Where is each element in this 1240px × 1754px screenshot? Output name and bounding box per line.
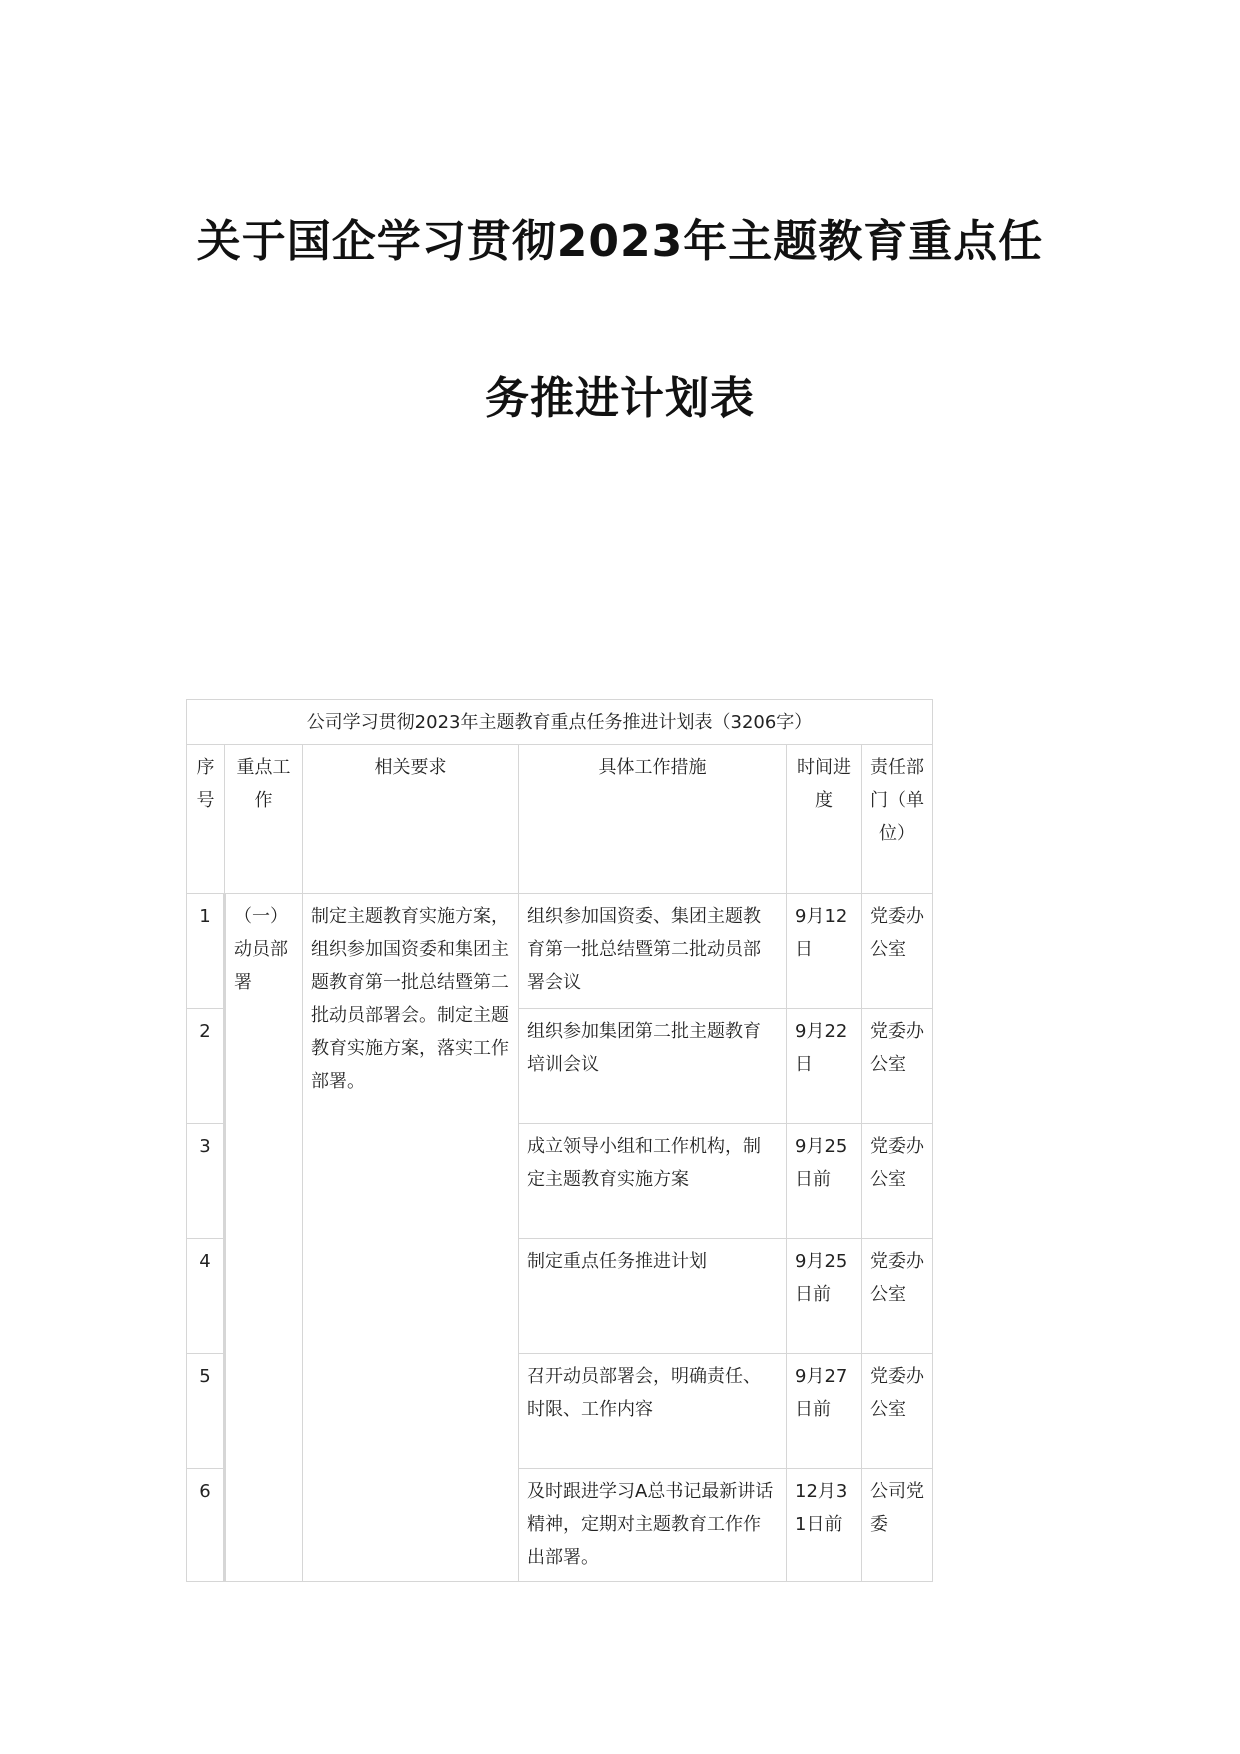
row-measure: 召开动员部署会，明确责任、时限、工作内容 <box>519 1354 787 1469</box>
row-seq: 1 <box>187 894 225 1009</box>
row-dept: 公司党委 <box>862 1469 933 1582</box>
related-requirement: 制定主题教育实施方案，组织参加国资委和集团主题教育第一批总结暨第二批动员部署会。制定主题教育实施方案，落实工作部署。 <box>303 894 519 1124</box>
row-time: 12月31日前 <box>787 1469 862 1582</box>
row-seq: 6 <box>187 1469 225 1582</box>
header-measures: 具体工作措施 <box>519 745 787 894</box>
table-caption: 公司学习贯彻2023年主题教育重点任务推进计划表（3206字） <box>187 700 933 745</box>
row-dept: 党委办公室 <box>862 1124 933 1239</box>
header-key-work: 重点工作 <box>225 745 303 894</box>
row-time: 9月25日前 <box>787 1239 862 1354</box>
row-time: 9月27日前 <box>787 1354 862 1469</box>
row-dept: 党委办公室 <box>862 894 933 1009</box>
row-seq: 4 <box>187 1239 225 1354</box>
table-row <box>187 894 933 1009</box>
table-header-row <box>187 745 933 894</box>
row-seq: 3 <box>187 1124 225 1239</box>
row-seq: 5 <box>187 1354 225 1469</box>
row-time: 9月25日前 <box>787 1124 862 1239</box>
row-seq: 2 <box>187 1009 225 1124</box>
row-measure: 成立领导小组和工作机构，制定主题教育实施方案 <box>519 1124 787 1239</box>
key-work-topic: （一）动员部署 <box>225 894 303 1582</box>
row-time: 9月22日 <box>787 1009 862 1124</box>
row-dept: 党委办公室 <box>862 1354 933 1469</box>
header-schedule: 时间进度 <box>787 745 862 894</box>
row-time: 9月12日 <box>787 894 862 1009</box>
document-title-line-1: 关于国企学习贯彻2023年主题教育重点任 <box>196 216 1044 267</box>
header-responsible-dept: 责任部门（单位） <box>862 745 933 894</box>
row-measure: 组织参加集团第二批主题教育培训会议 <box>519 1009 787 1124</box>
task-plan-table <box>186 699 933 1582</box>
document-title-line-2: 务推进计划表 <box>485 373 755 424</box>
row-measure: 组织参加国资委、集团主题教育第一批总结暨第二批动员部署会议 <box>519 894 787 1009</box>
row-measure: 及时跟进学习A总书记最新讲话精神，定期对主题教育工作作出部署。 <box>519 1469 787 1582</box>
table-caption-row <box>187 700 933 745</box>
header-requirements: 相关要求 <box>303 745 519 894</box>
header-seq: 序号 <box>187 745 225 894</box>
row-dept: 党委办公室 <box>862 1239 933 1354</box>
row-measure: 制定重点任务推进计划 <box>519 1239 787 1354</box>
requirement-continuation <box>303 1124 519 1582</box>
row-dept: 党委办公室 <box>862 1009 933 1124</box>
